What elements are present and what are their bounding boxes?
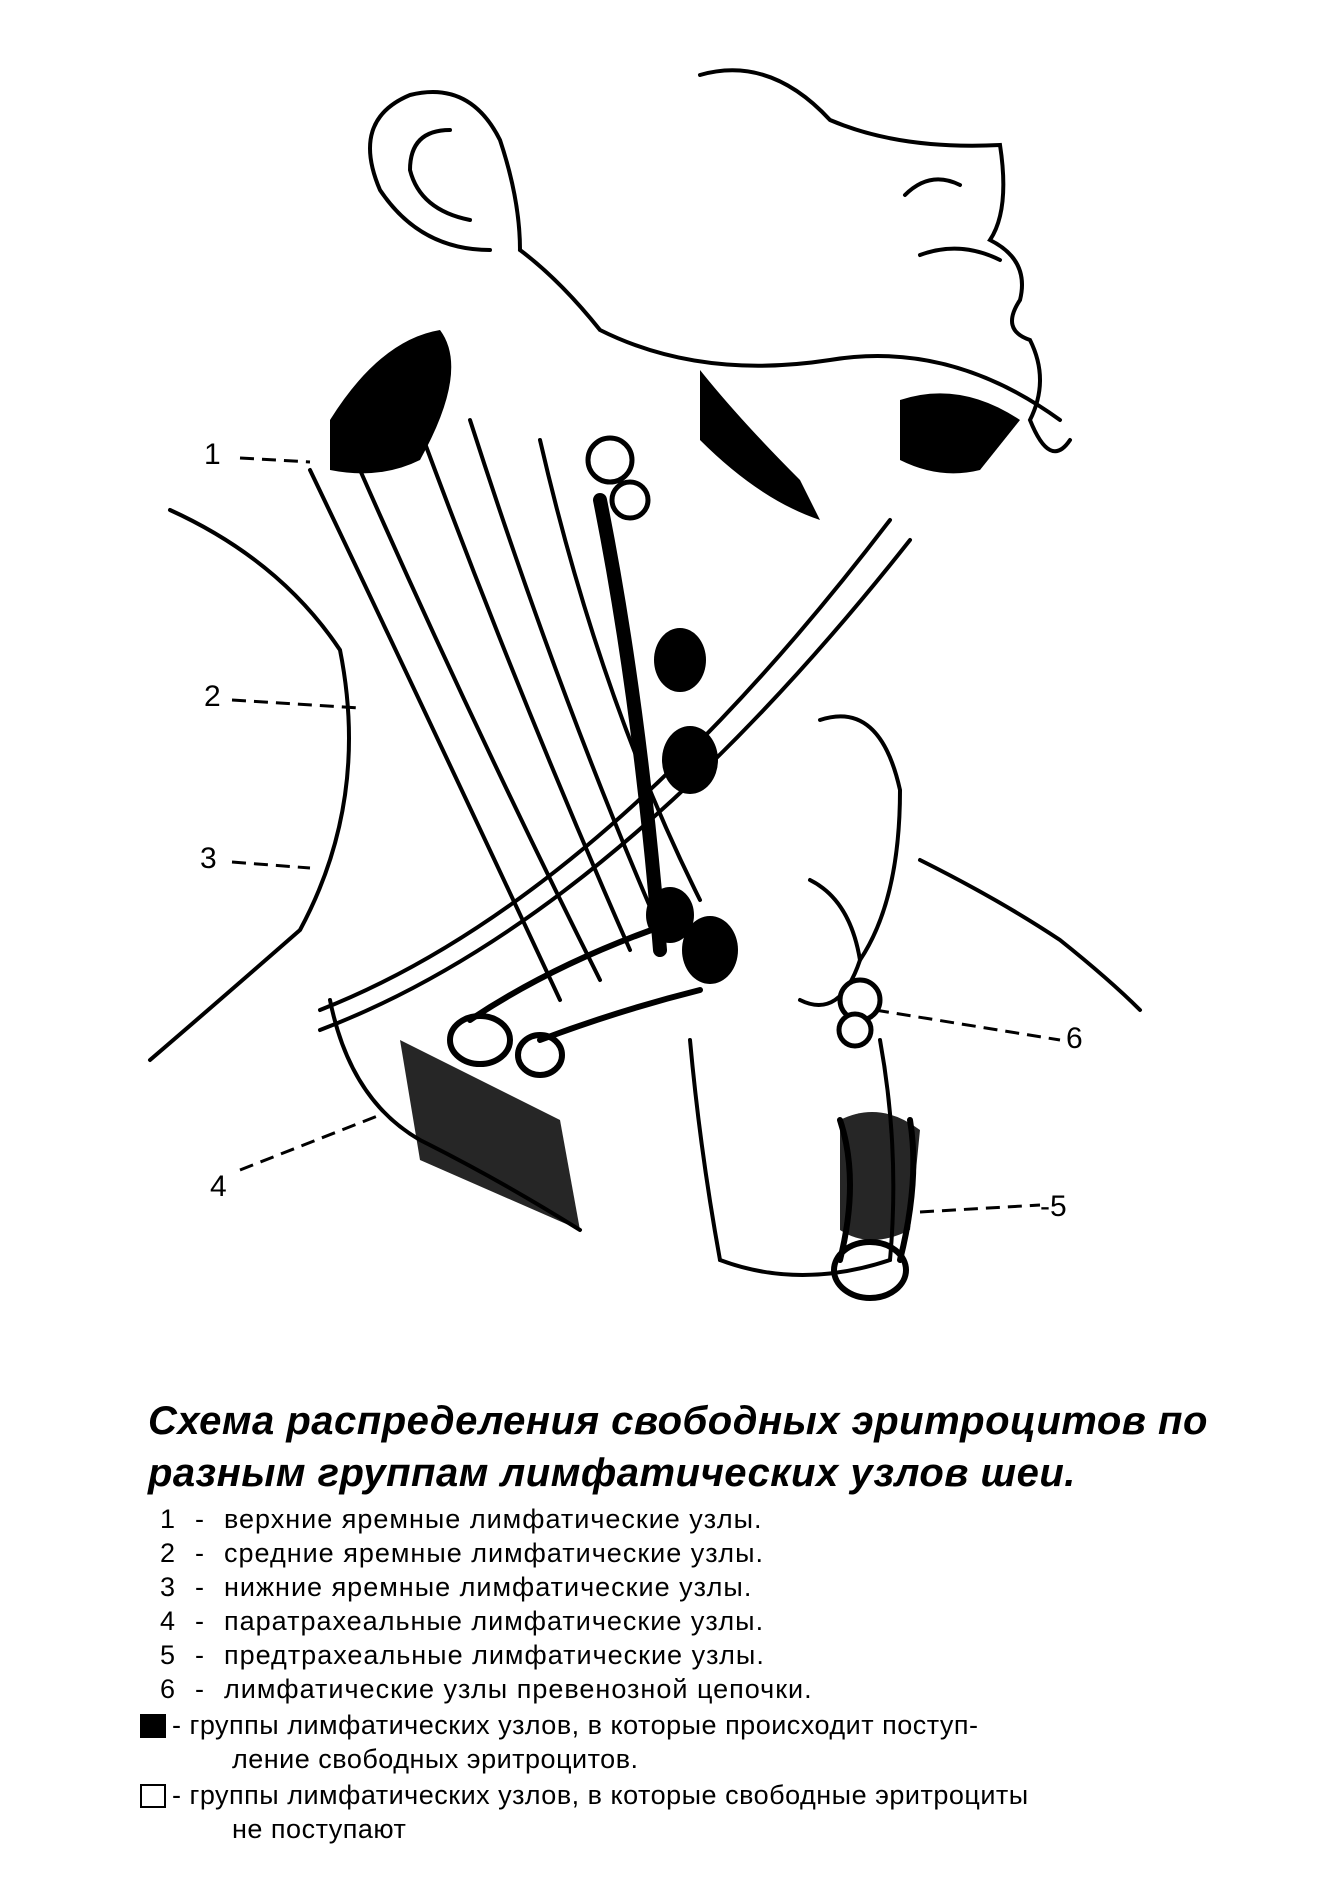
- caption-line-1: Схема распределения свободных эритроцитов по: [148, 1399, 1208, 1443]
- callout-line-2: [232, 700, 360, 708]
- callout-line-3: [232, 862, 310, 868]
- neck-back-contour: [150, 510, 349, 1060]
- jaw-line: [520, 250, 1060, 420]
- mylohyoid-hatched: [900, 393, 1020, 473]
- filled-square-icon: [140, 1714, 166, 1738]
- legend-number: 6: [159, 1674, 176, 1704]
- legend-text: средние яремные лимфатические узлы.: [224, 1538, 764, 1568]
- legend-number: 5: [159, 1640, 176, 1670]
- legend-dash: -: [195, 1504, 205, 1534]
- callout-label-4: 4: [210, 1170, 227, 1203]
- legend-number: 1: [159, 1504, 176, 1534]
- callout-label-1: 1: [204, 438, 221, 471]
- legend-dash: -: [195, 1674, 205, 1704]
- legend-text: паратрахеальные лимфатические узлы.: [224, 1606, 765, 1636]
- filled-legend-line-2: ление свободных эритроцитов.: [232, 1744, 639, 1774]
- lymph-node-filled: [654, 628, 706, 692]
- subclavian-vein: [540, 990, 700, 1040]
- callout-label-6: 6: [1066, 1022, 1083, 1055]
- legend-item: [140, 1536, 1320, 1570]
- legend-filled-item: [140, 1708, 1320, 1776]
- lymph-node-open: [612, 482, 648, 518]
- nostril: [905, 179, 960, 195]
- legend-dash: -: [195, 1572, 205, 1602]
- callout-label-5: -5: [1040, 1190, 1067, 1223]
- legend-empty-item: [140, 1778, 1320, 1846]
- ear-outline: [370, 92, 520, 250]
- legend-text: лимфатические узлы превенозной цепочки.: [224, 1674, 813, 1704]
- lymph-node-filled: [682, 916, 738, 984]
- esophagus-hatched: [840, 1112, 920, 1240]
- callout-line-4: [240, 1115, 380, 1170]
- ear-inner: [410, 130, 470, 220]
- muscle-line-2: [360, 470, 600, 980]
- figure-caption: [148, 1395, 1298, 1499]
- caption-line-2: разным группам лимфатических узлов шеи.: [148, 1451, 1076, 1495]
- larynx-outline: [820, 716, 900, 960]
- upper-muscle-mass: [330, 330, 451, 473]
- callout-line-1: [240, 458, 310, 462]
- mouth-line: [920, 249, 1000, 260]
- callout-label-2: 2: [204, 680, 221, 713]
- legend-item: [140, 1604, 1320, 1638]
- empty-square-icon: [140, 1784, 166, 1808]
- trachea-left: [690, 1040, 720, 1260]
- legend-dash: -: [195, 1538, 205, 1568]
- legend-item: [140, 1570, 1320, 1604]
- legend: [140, 1502, 1320, 1846]
- vessel-end-1: [450, 1016, 510, 1064]
- lymph-node-filled: [662, 726, 718, 794]
- callout-line-6: [875, 1010, 1060, 1040]
- legend-text: нижние яремные лимфатические узлы.: [224, 1572, 753, 1602]
- callout-label-3: 3: [200, 842, 217, 875]
- empty-legend-line-2: не поступают: [232, 1814, 407, 1844]
- legend-item: [140, 1672, 1320, 1706]
- legend-item: [140, 1502, 1320, 1536]
- empty-legend-line-1: - группы лимфатических узлов, в которые свободные эритроциты: [172, 1780, 1029, 1810]
- shoulder-contour: [920, 860, 1140, 1010]
- legend-number: 4: [159, 1606, 176, 1636]
- legend-text: верхние яремные лимфатические узлы.: [224, 1504, 763, 1534]
- filled-legend-line-1: - группы лимфатических узлов, в которые происходит поступ-: [172, 1710, 979, 1740]
- lymph-node-open: [588, 438, 632, 482]
- legend-item: [140, 1638, 1320, 1672]
- lymph-node-open: [839, 1014, 871, 1046]
- legend-dash: -: [195, 1640, 205, 1670]
- trachea-base: [720, 1260, 890, 1275]
- legend-number: 3: [159, 1572, 176, 1602]
- face-profile: [700, 70, 1070, 451]
- callout-line-5: [920, 1205, 1040, 1212]
- legend-number: 2: [159, 1538, 176, 1568]
- jugular-vein: [600, 500, 660, 950]
- omohyoid-band-a: [320, 520, 890, 1010]
- legend-dash: -: [195, 1606, 205, 1636]
- legend-text: предтрахеальные лимфатические узлы.: [224, 1640, 765, 1670]
- digastric-hatched: [700, 370, 820, 520]
